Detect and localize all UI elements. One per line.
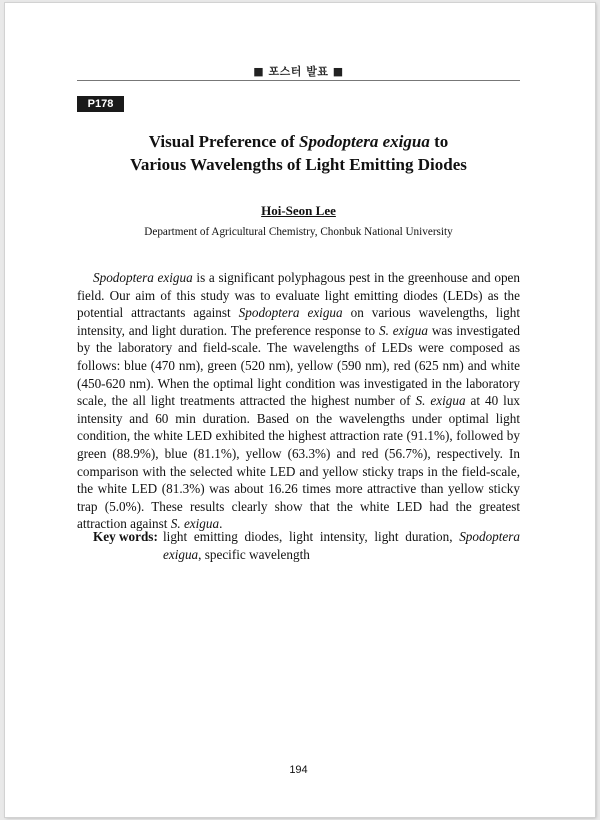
keywords-block (93, 528, 520, 564)
title-text: to (429, 132, 449, 151)
abstract-body (77, 269, 520, 533)
title-species: Spodoptera exigua (299, 132, 430, 151)
header-divider (77, 80, 520, 81)
author-line (77, 203, 520, 219)
species-name: S. exigua (415, 393, 466, 409)
abstract-text: on various wavelengths, light intensity, and light duration. The preference response to (77, 305, 520, 338)
title-line-2: Various Wavelengths of Light Emitting Diodes (130, 155, 467, 174)
species-name: S. exigua (170, 516, 220, 532)
title-text: Visual Preference of (148, 132, 300, 151)
keywords-text: light emitting diodes, light intensity, light duration, (163, 529, 460, 544)
affiliation: Department of Agricultural Chemistry, Chonbuk National University (144, 226, 453, 238)
author-name: Hoi-Seon Lee (261, 203, 336, 218)
abstract-text: was investigated by the laboratory and field-scale. The wavelengths of LEDs were composed as follows: blue (470 nm), green (520 nm), yellow (590 nm), red (625 nm) and white (450-620 nm). When the optimal light condition was investigated in the laboratory scale, the all light treatments attracted the highest number of (77, 322, 521, 409)
abstract-text: is a significant polyphagous pest in the greenhouse and open field. Our aim of this study was to evaluate light emitting diodes (LEDs) as the potential attractants against (77, 270, 520, 321)
section-header: ■ 포스터 발표 ■ (253, 65, 344, 78)
keywords-label: Key words: (93, 529, 158, 544)
keywords-species: Spodoptera exigua (163, 529, 520, 562)
abstract-text: . (219, 516, 223, 532)
keywords-text: , specific wavelength (198, 547, 310, 562)
page-number: 194 (289, 764, 308, 776)
poster-id-badge: P178 (77, 96, 124, 112)
abstract-text: at 40 lux intensity and 60 min duration. Based on the wavelengths under optimal light condition, the white LED exhibited the highest attraction rate (91.1%), followed by green (88.9%), blue (81.1%), yellow (63.3%) and red (56.7%), respectively. In comparison with the selected white LED and yellow sticky traps in the field-scale, the white LED (81.3%) was about 16.26 times more attractive than yellow sticky trap (5.0%). These results clearly show that the white LED had the greatest attraction against (77, 393, 521, 532)
species-name: Spodoptera exigua (238, 305, 343, 321)
species-name: Spodoptera exigua (93, 270, 193, 285)
keywords-list (163, 528, 520, 564)
paper-title (77, 130, 520, 176)
species-name: S. exigua (378, 322, 428, 338)
